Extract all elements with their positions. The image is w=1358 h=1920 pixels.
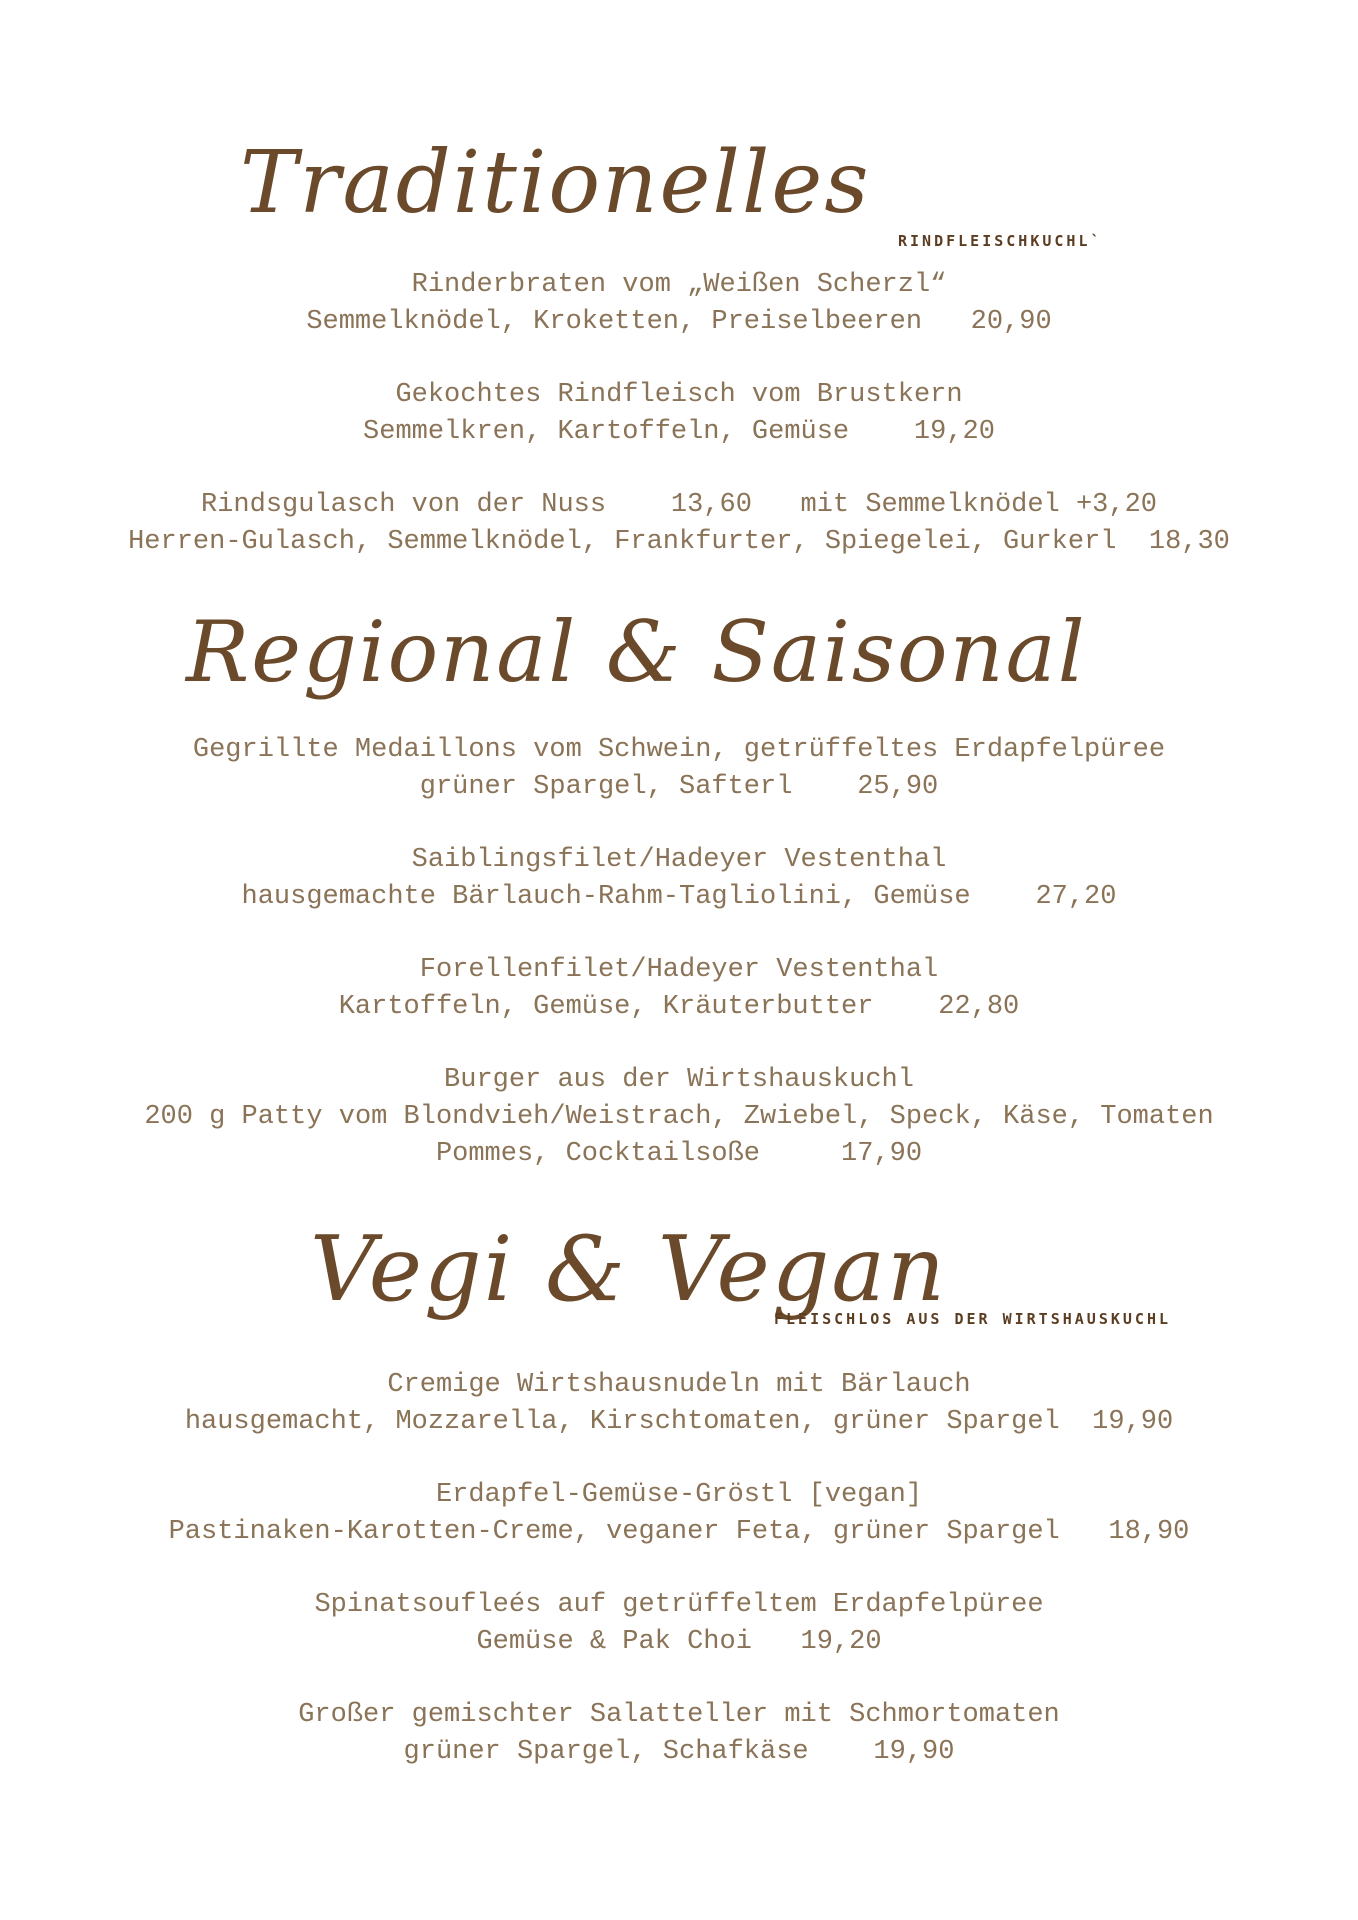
dish-name: Burger aus der Wirtshauskuchl	[444, 1065, 914, 1095]
dish-details: grüner Spargel, Safterl 25,90	[419, 772, 939, 802]
dish-name: Gekochtes Rindfleisch vom Brustkern	[395, 380, 963, 410]
menu-item	[0, 267, 1358, 341]
dish-name: Spinatsoufleés auf getrüffeltem Erdapfelpüree	[314, 1590, 1044, 1620]
section-title-vegi-vegan: Vegi & Vegan	[310, 1217, 947, 1322]
dish-details: Pommes, Cocktailsoße 17,90	[435, 1139, 923, 1169]
dish-details: hausgemacht, Mozzarella, Kirschtomaten, grüner Spargel 19,90	[184, 1407, 1174, 1437]
dish-name: Rindsgulasch von der Nuss 13,60 mit Semmelknödel +3,20	[201, 490, 1157, 520]
dish-details: grüner Spargel, Schafkäse 19,90	[403, 1737, 955, 1767]
menu-item	[0, 732, 1358, 806]
dish-name: Rinderbraten vom „Weißen Scherzl“	[411, 270, 947, 300]
menu-item	[0, 1062, 1358, 1173]
dish-name: Forellenfilet/Hadeyer Vestenthal	[419, 955, 939, 985]
dish-details: Semmelknödel, Kroketten, Preiselbeeren 20,90	[306, 307, 1052, 337]
dish-name: Gegrillte Medaillons vom Schwein, getrüffeltes Erdapfelpüree	[192, 735, 1166, 765]
menu-item	[0, 1587, 1358, 1661]
section-traditionelles-items	[0, 267, 1358, 561]
dish-details: 200 g Patty vom Blondvieh/Weistrach, Zwiebel, Speck, Käse, Tomaten	[144, 1102, 1214, 1132]
dish-name: Saiblingsfilet/Hadeyer Vestenthal	[411, 845, 947, 875]
dish-name: Erdapfel-Gemüse-Gröstl [vegan]	[435, 1480, 923, 1510]
menu-item	[0, 1367, 1358, 1441]
section-title-traditionelles: Traditionelles	[240, 133, 871, 233]
dish-details: hausgemachte Bärlauch-Rahm-Tagliolini, Gemüse 27,20	[241, 882, 1117, 912]
menu-item	[0, 952, 1358, 1026]
section-subtitle-rindfleischkuchl: RINDFLEISCHKUCHL`	[898, 232, 1103, 250]
dish-details: Pastinaken-Karotten-Creme, veganer Feta, grüner Spargel 18,90	[168, 1517, 1190, 1547]
menu-item	[0, 487, 1358, 561]
menu-item	[0, 842, 1358, 916]
dish-name: Großer gemischter Salatteller mit Schmortomaten	[298, 1700, 1060, 1730]
section-title-regional-saisonal: Regional & Saisonal	[186, 603, 1087, 701]
dish-details: Semmelkren, Kartoffeln, Gemüse 19,20	[363, 417, 995, 447]
section-subtitle-fleischlos: FLEISCHLOS AUS DER WIRTSHAUSKUCHL	[774, 1310, 1172, 1328]
menu-item	[0, 1477, 1358, 1551]
dish-details: Gemüse & Pak Choi 19,20	[476, 1627, 882, 1657]
dish-name: Cremige Wirtshausnudeln mit Bärlauch	[387, 1370, 971, 1400]
dish-details: Kartoffeln, Gemüse, Kräuterbutter 22,80	[338, 992, 1020, 1022]
dish-details: Herren-Gulasch, Semmelknödel, Frankfurter, Spiegelei, Gurkerl 18,30	[128, 527, 1230, 557]
menu-item	[0, 1697, 1358, 1771]
menu-item	[0, 377, 1358, 451]
section-vegi-items	[0, 1367, 1358, 1771]
section-regional-items	[0, 732, 1358, 1173]
